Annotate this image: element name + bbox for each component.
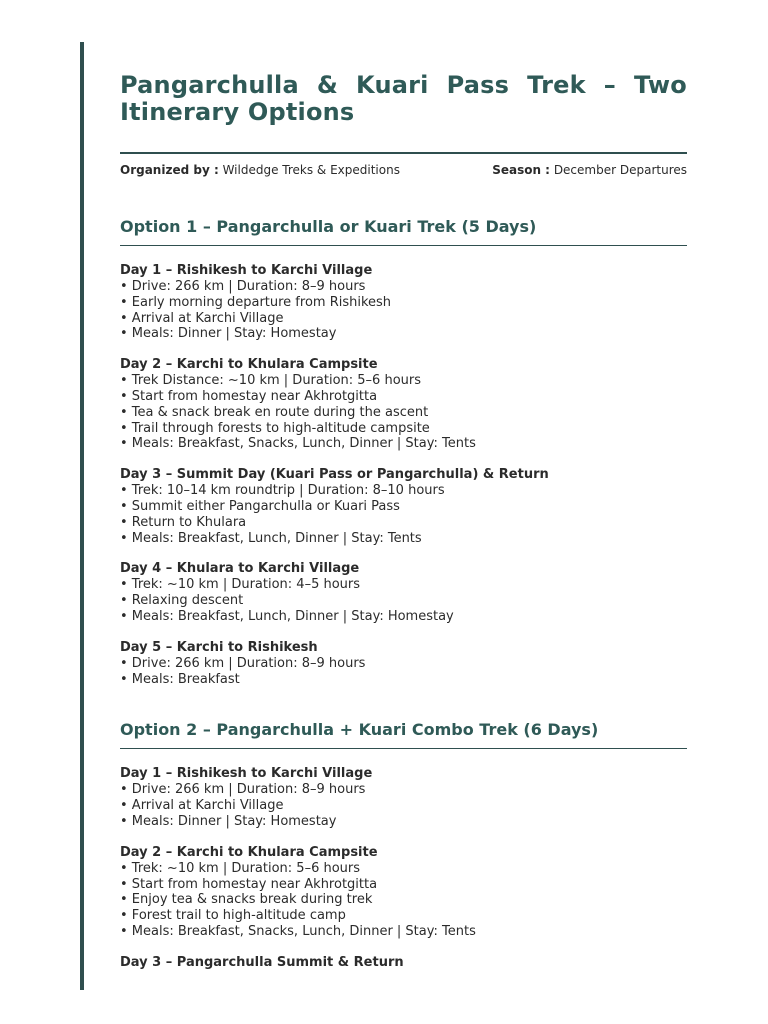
day-items (120, 577, 687, 624)
list-item: • Trek: ~10 km | Duration: 5–6 hours (120, 860, 361, 876)
list-item: • Drive: 266 km | Duration: 8–9 hours (120, 655, 366, 671)
title-divider (120, 152, 687, 154)
day-title: Day 1 – Rishikesh to Karchi Village (120, 263, 373, 278)
section-divider (120, 245, 687, 246)
list-item: • Arrival at Karchi Village (120, 798, 284, 814)
list-item: • Start from homestay near Akhrotgitta (120, 876, 378, 892)
day-items (120, 373, 687, 452)
option-title: Option 2 – Pangarchulla + Kuari Combo Trek (6 Days) (120, 720, 599, 740)
list-item: • Drive: 266 km | Duration: 8–9 hours (120, 279, 366, 294)
list-item: • Start from homestay near Akhrotgitta (120, 388, 378, 404)
season-info (492, 162, 687, 178)
list-item: • Meals: Dinner | Stay: Homestay (120, 326, 337, 342)
meta-row (120, 162, 687, 178)
list-item: • Return to Khulara (120, 514, 247, 530)
day-block (120, 955, 687, 971)
day-block (120, 561, 687, 624)
day-title: Day 4 – Khulara to Karchi Village (120, 561, 360, 577)
list-item: • Meals: Breakfast, Snacks, Lunch, Dinner | Stay: Tents (120, 923, 476, 939)
list-item: • Trail through forests to high-altitude campsite (120, 420, 430, 436)
day-title: Day 3 – Summit Day (Kuari Pass or Pangarchulla) & Return (120, 467, 549, 483)
day-items (120, 782, 687, 829)
list-item: • Meals: Breakfast, Lunch, Dinner | Stay: Tents (120, 530, 422, 546)
day-block (120, 357, 687, 452)
list-item: • Early morning departure from Rishikesh (120, 294, 392, 310)
season-value: December Departures (553, 163, 687, 177)
day-items (120, 483, 687, 546)
day-title: Day 3 – Pangarchulla Summit & Return (120, 954, 404, 970)
list-item: • Trek Distance: ~10 km | Duration: 5–6 hours (120, 373, 422, 389)
organizer-label: Organized by : (120, 163, 219, 177)
list-item: • Arrival at Karchi Village (120, 310, 284, 326)
day-items (120, 656, 687, 688)
list-item: • Meals: Breakfast, Lunch, Dinner | Stay: Homestay (120, 608, 454, 624)
season-label: Season : (492, 163, 550, 177)
list-item: • Relaxing descent (120, 593, 244, 609)
option-2-section (120, 720, 687, 970)
list-item: • Meals: Dinner | Stay: Homestay (120, 813, 337, 829)
list-item: • Trek: ~10 km | Duration: 4–5 hours (120, 577, 361, 593)
option-title: Option 1 – Pangarchulla or Kuari Trek (5 Days) (120, 217, 537, 236)
day-block (120, 640, 687, 688)
list-item: • Summit either Pangarchulla or Kuari Pass (120, 498, 400, 514)
organizer-value: Wildedge Treks & Expeditions (222, 163, 400, 177)
option-1-section (120, 217, 687, 687)
day-block (120, 263, 687, 342)
day-title: Day 2 – Karchi to Khulara Campsite (120, 357, 378, 373)
list-item: • Drive: 266 km | Duration: 8–9 hours (120, 782, 366, 798)
list-item: • Forest trail to high-altitude camp (120, 908, 346, 924)
list-item: • Meals: Breakfast, Snacks, Lunch, Dinner | Stay: Tents (120, 436, 476, 452)
day-title: Day 5 – Karchi to Rishikesh (120, 639, 318, 655)
list-item: • Trek: 10–14 km roundtrip | Duration: 8–10 hours (120, 483, 445, 499)
list-item: • Enjoy tea & snacks break during trek (120, 892, 373, 908)
document-title: Pangarchulla & Kuari Pass Trek – Two Itinerary Options (120, 71, 687, 126)
day-block (120, 467, 687, 546)
day-items (120, 279, 687, 342)
organizer-info (120, 162, 400, 178)
list-item: • Tea & snack break en route during the ascent (120, 404, 429, 420)
day-block (120, 766, 687, 829)
list-item: • Meals: Breakfast (120, 671, 240, 687)
day-items (120, 861, 687, 940)
left-accent-bar (80, 42, 84, 990)
day-title: Day 2 – Karchi to Khulara Campsite (120, 844, 378, 860)
section-divider (120, 748, 687, 749)
day-block (120, 845, 687, 940)
day-title: Day 1 – Rishikesh to Karchi Village (120, 766, 373, 782)
document-page (120, 72, 687, 971)
